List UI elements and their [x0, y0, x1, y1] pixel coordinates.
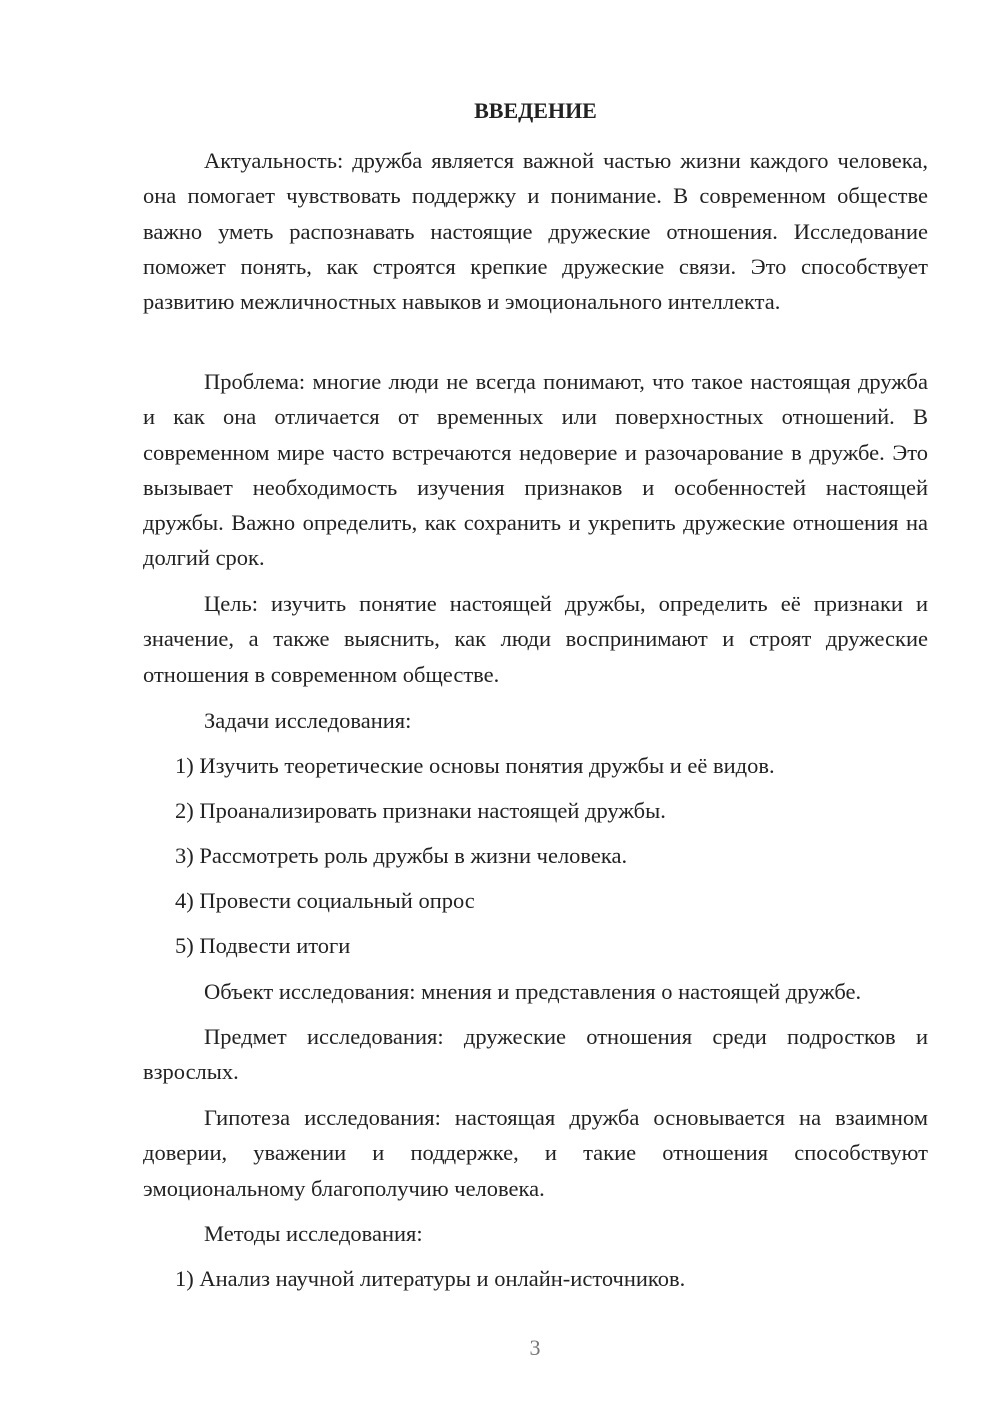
- task-item-4: 4) Провести социальный опрос: [175, 888, 475, 913]
- paragraph-hypothesis: Гипотеза исследования: настоящая дружба основывается на взаимном доверии, уважении и поддержке, и такие отношения способствуют эмоциональному благополучию человека.: [143, 1105, 928, 1201]
- page-number: 3: [529, 1335, 541, 1360]
- task-item-1: 1) Изучить теоретические основы понятия дружбы и её видов.: [175, 753, 775, 778]
- method-item-1: 1) Анализ научной литературы и онлайн-источников.: [175, 1266, 686, 1291]
- task-item-2: 2) Проанализировать признаки настоящей дружбы.: [175, 798, 666, 823]
- tasks-heading: Задачи исследования:: [204, 708, 412, 733]
- paragraph-problem: Проблема: многие люди не всегда понимают, что такое настоящая дружба и как она отличается от временных или поверхностных отношений. В современном мире часто встречаются недоверие и разочарование в дружбе. Это вызывает необходимость изучения признаков и особенностей настоящей дружбы. Важно определить, как сохранить и укрепить дружеские отношения на долгий срок.: [143, 369, 928, 571]
- paragraph-subject: Предмет исследования: дружеские отношения среди подростков и взрослых.: [143, 1024, 928, 1085]
- methods-heading: Методы исследования:: [204, 1221, 423, 1246]
- paragraph-goal: Цель: изучить понятие настоящей дружбы, определить её признаки и значение, а также выяснить, как люди воспринимают и строят дружеские отношения в современном обществе.: [143, 591, 928, 687]
- paragraph-relevance: Актуальность: дружба является важной частью жизни каждого человека, она помогает чувствовать поддержку и понимание. В современном обществе важно уметь распознавать настоящие дружеские отношения. Исследование поможет понять, как строятся крепкие дружеские связи. Это способствует развитию межличностных навыков и эмоционального интеллекта.: [143, 148, 928, 315]
- task-item-5: 5) Подвести итоги: [175, 933, 351, 958]
- paragraph-object: Объект исследования: мнения и представления о настоящей дружбе.: [204, 979, 862, 1004]
- task-item-3: 3) Рассмотреть роль дружбы в жизни человека.: [175, 843, 628, 868]
- section-title: ВВЕДЕНИЕ: [474, 98, 597, 123]
